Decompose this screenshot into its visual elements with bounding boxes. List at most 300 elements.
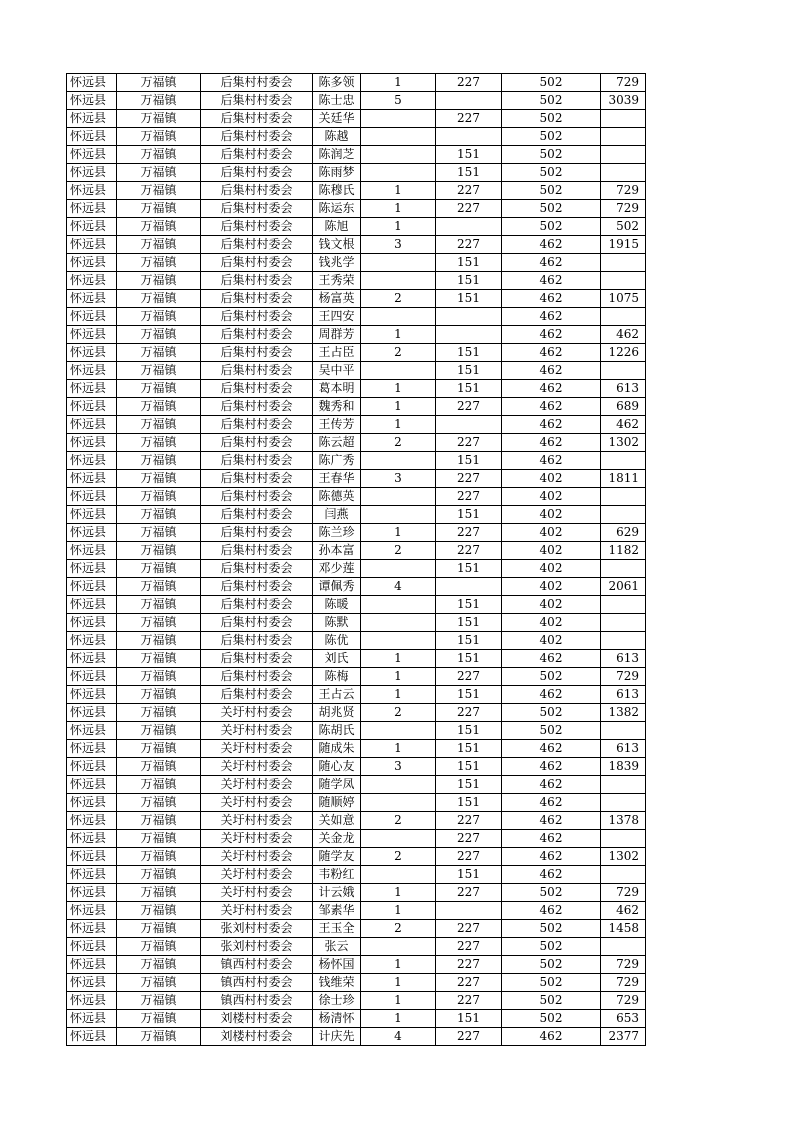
amount-b-cell: 502 xyxy=(502,128,601,146)
total-cell xyxy=(601,722,646,740)
name-cell: 陈雨梦 xyxy=(313,164,361,182)
county-cell: 怀远县 xyxy=(67,956,117,974)
count-cell: 1 xyxy=(361,884,436,902)
county-cell: 怀远县 xyxy=(67,884,117,902)
name-cell: 闫燕 xyxy=(313,506,361,524)
amount-a-cell: 227 xyxy=(436,848,502,866)
total-cell xyxy=(601,506,646,524)
total-cell: 462 xyxy=(601,416,646,434)
village-cell: 关圩村村委会 xyxy=(201,884,313,902)
village-cell: 后集村村委会 xyxy=(201,254,313,272)
amount-b-cell: 462 xyxy=(502,812,601,830)
name-cell: 钱文根 xyxy=(313,236,361,254)
county-cell: 怀远县 xyxy=(67,200,117,218)
village-cell: 后集村村委会 xyxy=(201,398,313,416)
table-row xyxy=(67,560,646,578)
county-cell: 怀远县 xyxy=(67,632,117,650)
county-cell: 怀远县 xyxy=(67,326,117,344)
data-table-container xyxy=(66,73,646,1046)
amount-a-cell: 227 xyxy=(436,236,502,254)
county-cell: 怀远县 xyxy=(67,902,117,920)
total-cell: 1378 xyxy=(601,812,646,830)
amount-b-cell: 402 xyxy=(502,560,601,578)
village-cell: 关圩村村委会 xyxy=(201,722,313,740)
town-cell: 万福镇 xyxy=(117,164,201,182)
amount-b-cell: 402 xyxy=(502,488,601,506)
total-cell xyxy=(601,254,646,272)
count-cell xyxy=(361,164,436,182)
amount-b-cell: 462 xyxy=(502,902,601,920)
total-cell: 1382 xyxy=(601,704,646,722)
town-cell: 万福镇 xyxy=(117,542,201,560)
town-cell: 万福镇 xyxy=(117,632,201,650)
amount-a-cell: 227 xyxy=(436,830,502,848)
total-cell: 629 xyxy=(601,524,646,542)
count-cell: 1 xyxy=(361,956,436,974)
amount-a-cell: 227 xyxy=(436,110,502,128)
count-cell xyxy=(361,938,436,956)
table-body xyxy=(67,74,646,1046)
total-cell xyxy=(601,362,646,380)
total-cell: 729 xyxy=(601,992,646,1010)
amount-b-cell: 402 xyxy=(502,542,601,560)
village-cell: 后集村村委会 xyxy=(201,236,313,254)
amount-b-cell: 502 xyxy=(502,668,601,686)
town-cell: 万福镇 xyxy=(117,1010,201,1028)
town-cell: 万福镇 xyxy=(117,992,201,1010)
county-cell: 怀远县 xyxy=(67,740,117,758)
town-cell: 万福镇 xyxy=(117,812,201,830)
amount-b-cell: 462 xyxy=(502,236,601,254)
total-cell: 1302 xyxy=(601,434,646,452)
town-cell: 万福镇 xyxy=(117,614,201,632)
amount-b-cell: 462 xyxy=(502,830,601,848)
amount-a-cell: 151 xyxy=(436,866,502,884)
table-row xyxy=(67,164,646,182)
county-cell: 怀远县 xyxy=(67,524,117,542)
total-cell: 462 xyxy=(601,902,646,920)
amount-a-cell: 151 xyxy=(436,146,502,164)
amount-a-cell: 151 xyxy=(436,632,502,650)
amount-a-cell xyxy=(436,128,502,146)
village-cell: 后集村村委会 xyxy=(201,560,313,578)
amount-a-cell: 227 xyxy=(436,938,502,956)
total-cell: 729 xyxy=(601,956,646,974)
town-cell: 万福镇 xyxy=(117,74,201,92)
count-cell: 1 xyxy=(361,668,436,686)
town-cell: 万福镇 xyxy=(117,956,201,974)
amount-a-cell xyxy=(436,326,502,344)
count-cell: 2 xyxy=(361,344,436,362)
count-cell: 2 xyxy=(361,848,436,866)
town-cell: 万福镇 xyxy=(117,272,201,290)
village-cell: 后集村村委会 xyxy=(201,182,313,200)
town-cell: 万福镇 xyxy=(117,182,201,200)
town-cell: 万福镇 xyxy=(117,128,201,146)
total-cell: 729 xyxy=(601,668,646,686)
amount-a-cell: 227 xyxy=(436,524,502,542)
amount-b-cell: 462 xyxy=(502,650,601,668)
amount-b-cell: 462 xyxy=(502,866,601,884)
name-cell: 吴中平 xyxy=(313,362,361,380)
count-cell: 2 xyxy=(361,812,436,830)
amount-a-cell: 227 xyxy=(436,920,502,938)
village-cell: 镇西村村委会 xyxy=(201,956,313,974)
amount-b-cell: 462 xyxy=(502,326,601,344)
amount-a-cell: 151 xyxy=(436,596,502,614)
total-cell: 1811 xyxy=(601,470,646,488)
county-cell: 怀远县 xyxy=(67,1028,117,1046)
amount-b-cell: 502 xyxy=(502,92,601,110)
town-cell: 万福镇 xyxy=(117,470,201,488)
amount-a-cell: 151 xyxy=(436,452,502,470)
county-cell: 怀远县 xyxy=(67,128,117,146)
table-row xyxy=(67,794,646,812)
total-cell: 2377 xyxy=(601,1028,646,1046)
table-row xyxy=(67,308,646,326)
table-row xyxy=(67,416,646,434)
county-cell: 怀远县 xyxy=(67,506,117,524)
village-cell: 后集村村委会 xyxy=(201,362,313,380)
count-cell: 3 xyxy=(361,470,436,488)
village-cell: 后集村村委会 xyxy=(201,686,313,704)
name-cell: 张云 xyxy=(313,938,361,956)
count-cell: 1 xyxy=(361,326,436,344)
village-cell: 张刘村村委会 xyxy=(201,920,313,938)
amount-a-cell xyxy=(436,308,502,326)
table-row xyxy=(67,182,646,200)
total-cell xyxy=(601,164,646,182)
amount-b-cell: 502 xyxy=(502,722,601,740)
village-cell: 后集村村委会 xyxy=(201,632,313,650)
amount-a-cell: 227 xyxy=(436,704,502,722)
table-row xyxy=(67,866,646,884)
amount-a-cell xyxy=(436,92,502,110)
amount-b-cell: 462 xyxy=(502,452,601,470)
town-cell: 万福镇 xyxy=(117,326,201,344)
village-cell: 镇西村村委会 xyxy=(201,992,313,1010)
count-cell xyxy=(361,794,436,812)
count-cell xyxy=(361,452,436,470)
total-cell xyxy=(601,308,646,326)
total-cell: 1458 xyxy=(601,920,646,938)
amount-a-cell: 151 xyxy=(436,650,502,668)
table-row xyxy=(67,524,646,542)
table-row xyxy=(67,1028,646,1046)
county-cell: 怀远县 xyxy=(67,1010,117,1028)
county-cell: 怀远县 xyxy=(67,434,117,452)
county-cell: 怀远县 xyxy=(67,542,117,560)
amount-a-cell xyxy=(436,578,502,596)
count-cell: 1 xyxy=(361,182,436,200)
amount-b-cell: 502 xyxy=(502,200,601,218)
town-cell: 万福镇 xyxy=(117,308,201,326)
total-cell: 729 xyxy=(601,182,646,200)
name-cell: 周群芳 xyxy=(313,326,361,344)
table-row xyxy=(67,146,646,164)
town-cell: 万福镇 xyxy=(117,884,201,902)
total-cell: 689 xyxy=(601,398,646,416)
amount-b-cell: 462 xyxy=(502,848,601,866)
town-cell: 万福镇 xyxy=(117,146,201,164)
town-cell: 万福镇 xyxy=(117,758,201,776)
total-cell: 502 xyxy=(601,218,646,236)
total-cell: 1182 xyxy=(601,542,646,560)
table-row xyxy=(67,938,646,956)
table-row xyxy=(67,542,646,560)
county-cell: 怀远县 xyxy=(67,92,117,110)
name-cell: 陈穆氏 xyxy=(313,182,361,200)
county-cell: 怀远县 xyxy=(67,686,117,704)
amount-b-cell: 462 xyxy=(502,398,601,416)
table-row xyxy=(67,956,646,974)
table-row xyxy=(67,398,646,416)
total-cell: 2061 xyxy=(601,578,646,596)
amount-b-cell: 402 xyxy=(502,632,601,650)
table-row xyxy=(67,758,646,776)
amount-a-cell: 151 xyxy=(436,506,502,524)
amount-a-cell: 151 xyxy=(436,560,502,578)
village-cell: 后集村村委会 xyxy=(201,272,313,290)
amount-b-cell: 462 xyxy=(502,344,601,362)
town-cell: 万福镇 xyxy=(117,254,201,272)
town-cell: 万福镇 xyxy=(117,920,201,938)
total-cell: 1915 xyxy=(601,236,646,254)
town-cell: 万福镇 xyxy=(117,686,201,704)
count-cell xyxy=(361,506,436,524)
amount-b-cell: 462 xyxy=(502,308,601,326)
name-cell: 葛本明 xyxy=(313,380,361,398)
count-cell: 1 xyxy=(361,74,436,92)
total-cell xyxy=(601,776,646,794)
town-cell: 万福镇 xyxy=(117,398,201,416)
name-cell: 陈暖 xyxy=(313,596,361,614)
table-row xyxy=(67,92,646,110)
amount-a-cell: 151 xyxy=(436,344,502,362)
county-cell: 怀远县 xyxy=(67,560,117,578)
amount-a-cell: 151 xyxy=(436,758,502,776)
amount-b-cell: 502 xyxy=(502,974,601,992)
amount-a-cell: 227 xyxy=(436,812,502,830)
amount-b-cell: 502 xyxy=(502,146,601,164)
count-cell: 1 xyxy=(361,992,436,1010)
table-row xyxy=(67,290,646,308)
amount-b-cell: 502 xyxy=(502,704,601,722)
county-cell: 怀远县 xyxy=(67,848,117,866)
count-cell xyxy=(361,110,436,128)
total-cell: 729 xyxy=(601,884,646,902)
table-row xyxy=(67,74,646,92)
table-row xyxy=(67,632,646,650)
count-cell: 1 xyxy=(361,650,436,668)
name-cell: 王占云 xyxy=(313,686,361,704)
table-row xyxy=(67,488,646,506)
total-cell: 729 xyxy=(601,200,646,218)
county-cell: 怀远县 xyxy=(67,470,117,488)
total-cell xyxy=(601,830,646,848)
table-row xyxy=(67,344,646,362)
name-cell: 刘氏 xyxy=(313,650,361,668)
town-cell: 万福镇 xyxy=(117,1028,201,1046)
count-cell xyxy=(361,776,436,794)
name-cell: 陈越 xyxy=(313,128,361,146)
town-cell: 万福镇 xyxy=(117,902,201,920)
village-cell: 关圩村村委会 xyxy=(201,902,313,920)
name-cell: 陈多领 xyxy=(313,74,361,92)
amount-a-cell: 227 xyxy=(436,992,502,1010)
village-cell: 后集村村委会 xyxy=(201,416,313,434)
table-row xyxy=(67,434,646,452)
total-cell xyxy=(601,560,646,578)
village-cell: 后集村村委会 xyxy=(201,326,313,344)
amount-a-cell: 227 xyxy=(436,542,502,560)
town-cell: 万福镇 xyxy=(117,578,201,596)
town-cell: 万福镇 xyxy=(117,506,201,524)
name-cell: 陈广秀 xyxy=(313,452,361,470)
count-cell: 1 xyxy=(361,200,436,218)
amount-a-cell: 227 xyxy=(436,956,502,974)
village-cell: 关圩村村委会 xyxy=(201,758,313,776)
village-cell: 后集村村委会 xyxy=(201,290,313,308)
town-cell: 万福镇 xyxy=(117,866,201,884)
count-cell: 2 xyxy=(361,434,436,452)
name-cell: 谭佩秀 xyxy=(313,578,361,596)
table-row xyxy=(67,776,646,794)
county-cell: 怀远县 xyxy=(67,362,117,380)
name-cell: 陈兰珍 xyxy=(313,524,361,542)
table-row xyxy=(67,272,646,290)
county-cell: 怀远县 xyxy=(67,596,117,614)
name-cell: 随心友 xyxy=(313,758,361,776)
amount-a-cell xyxy=(436,416,502,434)
county-cell: 怀远县 xyxy=(67,920,117,938)
amount-a-cell: 227 xyxy=(436,200,502,218)
village-cell: 后集村村委会 xyxy=(201,506,313,524)
table-row xyxy=(67,848,646,866)
village-cell: 后集村村委会 xyxy=(201,344,313,362)
village-cell: 后集村村委会 xyxy=(201,128,313,146)
count-cell: 1 xyxy=(361,380,436,398)
table-row xyxy=(67,236,646,254)
village-cell: 后集村村委会 xyxy=(201,578,313,596)
table-row xyxy=(67,668,646,686)
amount-a-cell: 227 xyxy=(436,974,502,992)
amount-b-cell: 402 xyxy=(502,578,601,596)
amount-a-cell: 151 xyxy=(436,1010,502,1028)
amount-a-cell: 227 xyxy=(436,434,502,452)
name-cell: 徐士珍 xyxy=(313,992,361,1010)
county-cell: 怀远县 xyxy=(67,236,117,254)
count-cell xyxy=(361,830,436,848)
table-row xyxy=(67,1010,646,1028)
village-cell: 关圩村村委会 xyxy=(201,776,313,794)
table-row xyxy=(67,380,646,398)
amount-b-cell: 462 xyxy=(502,794,601,812)
amount-a-cell: 151 xyxy=(436,776,502,794)
town-cell: 万福镇 xyxy=(117,92,201,110)
count-cell: 5 xyxy=(361,92,436,110)
count-cell: 2 xyxy=(361,542,436,560)
county-cell: 怀远县 xyxy=(67,380,117,398)
village-cell: 后集村村委会 xyxy=(201,488,313,506)
amount-b-cell: 462 xyxy=(502,776,601,794)
count-cell: 3 xyxy=(361,236,436,254)
count-cell xyxy=(361,362,436,380)
name-cell: 陈士忠 xyxy=(313,92,361,110)
town-cell: 万福镇 xyxy=(117,218,201,236)
name-cell: 王秀荣 xyxy=(313,272,361,290)
village-cell: 后集村村委会 xyxy=(201,668,313,686)
amount-b-cell: 502 xyxy=(502,920,601,938)
table-row xyxy=(67,992,646,1010)
name-cell: 关金龙 xyxy=(313,830,361,848)
amount-b-cell: 462 xyxy=(502,362,601,380)
table-row xyxy=(67,614,646,632)
count-cell: 4 xyxy=(361,1028,436,1046)
table-row xyxy=(67,470,646,488)
county-cell: 怀远县 xyxy=(67,866,117,884)
county-cell: 怀远县 xyxy=(67,74,117,92)
county-cell: 怀远县 xyxy=(67,992,117,1010)
amount-b-cell: 502 xyxy=(502,110,601,128)
count-cell xyxy=(361,272,436,290)
name-cell: 钱维荣 xyxy=(313,974,361,992)
village-cell: 刘楼村村委会 xyxy=(201,1028,313,1046)
table-row xyxy=(67,326,646,344)
county-cell: 怀远县 xyxy=(67,812,117,830)
village-cell: 刘楼村村委会 xyxy=(201,1010,313,1028)
town-cell: 万福镇 xyxy=(117,704,201,722)
table-row xyxy=(67,686,646,704)
amount-a-cell: 151 xyxy=(436,164,502,182)
town-cell: 万福镇 xyxy=(117,974,201,992)
count-cell: 1 xyxy=(361,740,436,758)
total-cell xyxy=(601,794,646,812)
total-cell: 613 xyxy=(601,380,646,398)
amount-a-cell: 151 xyxy=(436,380,502,398)
name-cell: 陈梅 xyxy=(313,668,361,686)
table-row xyxy=(67,596,646,614)
total-cell xyxy=(601,632,646,650)
data-table xyxy=(66,73,646,1046)
amount-a-cell: 151 xyxy=(436,686,502,704)
amount-a-cell: 227 xyxy=(436,884,502,902)
county-cell: 怀远县 xyxy=(67,776,117,794)
total-cell: 1075 xyxy=(601,290,646,308)
town-cell: 万福镇 xyxy=(117,938,201,956)
name-cell: 王四安 xyxy=(313,308,361,326)
amount-b-cell: 462 xyxy=(502,740,601,758)
count-cell xyxy=(361,596,436,614)
village-cell: 关圩村村委会 xyxy=(201,866,313,884)
count-cell: 1 xyxy=(361,902,436,920)
name-cell: 王占臣 xyxy=(313,344,361,362)
town-cell: 万福镇 xyxy=(117,740,201,758)
table-row xyxy=(67,902,646,920)
village-cell: 后集村村委会 xyxy=(201,434,313,452)
county-cell: 怀远县 xyxy=(67,398,117,416)
amount-a-cell: 227 xyxy=(436,182,502,200)
total-cell: 613 xyxy=(601,686,646,704)
amount-b-cell: 462 xyxy=(502,290,601,308)
amount-b-cell: 502 xyxy=(502,164,601,182)
amount-b-cell: 402 xyxy=(502,596,601,614)
total-cell: 613 xyxy=(601,740,646,758)
village-cell: 后集村村委会 xyxy=(201,200,313,218)
name-cell: 王春华 xyxy=(313,470,361,488)
name-cell: 计庆先 xyxy=(313,1028,361,1046)
county-cell: 怀远县 xyxy=(67,272,117,290)
